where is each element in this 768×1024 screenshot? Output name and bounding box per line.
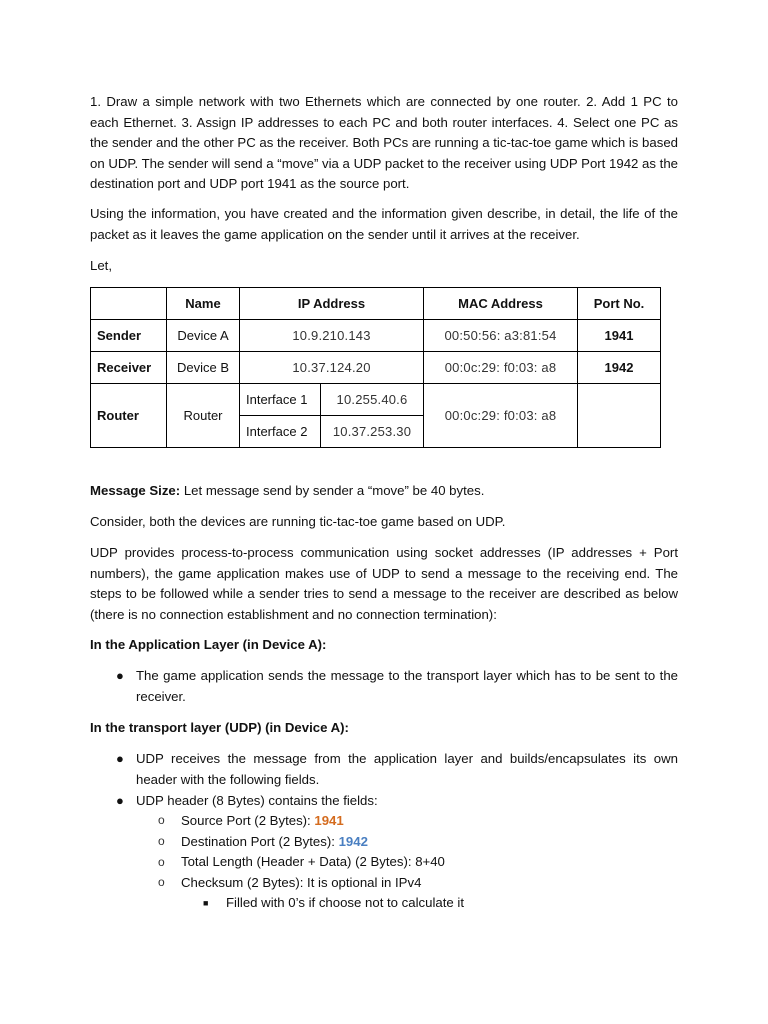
row-label: Receiver: [91, 352, 167, 384]
device-table: [90, 287, 661, 448]
circle-bullet-icon: o: [158, 875, 165, 889]
port-number: [578, 384, 661, 448]
bullet-dot-icon: ●: [116, 751, 124, 766]
table-row: [91, 384, 661, 416]
bullet-dot-icon: ●: [116, 793, 124, 808]
ip-address: 10.37.253.30: [321, 416, 424, 448]
sub-item-total-length: Total Length (Header + Data) (2 Bytes): 8+40: [181, 854, 445, 869]
source-port-label: Source Port (2 Bytes):: [181, 813, 315, 828]
sub-item-dest-port: [181, 832, 678, 853]
table-row: [91, 320, 661, 352]
table-header-row: [91, 288, 661, 320]
table-header-cell: Port No.: [578, 288, 661, 320]
consider-paragraph: Consider, both the devices are running tic-tac-toe game based on UDP.: [90, 514, 506, 529]
ip-address: 10.255.40.6: [321, 384, 424, 416]
interface-label: Interface 2: [240, 416, 321, 448]
table-header-cell: [91, 288, 167, 320]
dest-port-label: Destination Port (2 Bytes):: [181, 834, 339, 849]
message-size-label: Message Size:: [90, 483, 181, 498]
sub-item-source-port: [181, 811, 678, 832]
circle-bullet-icon: o: [158, 834, 165, 848]
circle-bullet-icon: o: [158, 813, 165, 827]
circle-bullet-icon: o: [158, 855, 165, 869]
message-size-paragraph: [90, 481, 678, 502]
ip-address: 10.37.124.20: [240, 352, 424, 384]
task-paragraph: 1. Draw a simple network with two Ethernets which are connected by one router. 2. Add 1 PC to each Ethernet. 3. Assign IP addresses to each PC and both router interfaces. 4. Select one PC as the sender and the other PC as the receiver. Both PCs are running a tic-tac-toe game which is based on UDP. The sender will send a “move” via a UDP packet to the receiver using UDP Port 1942 as the destination port and UDP port 1941 as the source port.: [90, 94, 678, 192]
transport-layer-heading: In the transport layer (UDP) (in Device A):: [90, 720, 349, 735]
mac-address: 00:0c:29: f0:03: a8: [424, 384, 578, 448]
row-label: Sender: [91, 320, 167, 352]
table-row: [91, 352, 661, 384]
table-header-cell: IP Address: [240, 288, 424, 320]
table-header-cell: MAC Address: [424, 288, 578, 320]
app-layer-heading: In the Application Layer (in Device A):: [90, 637, 327, 652]
sub-item-checksum: Checksum (2 Bytes): It is optional in IPv4: [181, 875, 422, 890]
bullet-dot-icon: ●: [116, 668, 124, 683]
device-name: Device B: [167, 352, 240, 384]
device-name: Device A: [167, 320, 240, 352]
interface-label: Interface 1: [240, 384, 321, 416]
mac-address: 00:50:56: a3:81:54: [424, 320, 578, 352]
message-size-text: Let message send by sender a “move” be 40 bytes.: [180, 483, 485, 498]
device-name: Router: [167, 384, 240, 448]
port-number: 1941: [578, 320, 661, 352]
row-label: Router: [91, 384, 167, 448]
table-header-cell: Name: [167, 288, 240, 320]
sub-sub-item-zeros: Filled with 0’s if choose not to calculate it: [226, 895, 464, 910]
question-paragraph: Using the information, you have created and the information given describe, in detail, the life of the packet as it leaves the game application on the sender until it arrives at the receiver.: [90, 206, 678, 242]
port-number: 1942: [578, 352, 661, 384]
source-port-value: 1941: [314, 813, 344, 828]
transport-bullet-1: UDP receives the message from the application layer and builds/encapsulates its own header with the following fields.: [136, 751, 678, 787]
transport-bullet-2: UDP header (8 Bytes) contains the fields:: [136, 793, 378, 808]
let-text: Let,: [90, 258, 112, 273]
app-layer-bullet: The game application sends the message to the transport layer which has to be sent to the receiver.: [136, 668, 678, 704]
dest-port-value: 1942: [338, 834, 368, 849]
square-bullet-icon: ■: [203, 898, 209, 908]
ip-address: 10.9.210.143: [240, 320, 424, 352]
udp-intro-paragraph: UDP provides process-to-process communication using socket addresses (IP addresses + Port numbers), the game application makes use of UDP to send a message to the receiving end. The steps to be followed while a sender tries to send a message to the receiver are described as below (there is no connection establishment and no connection termination):: [90, 545, 678, 622]
mac-address: 00:0c:29: f0:03: a8: [424, 352, 578, 384]
